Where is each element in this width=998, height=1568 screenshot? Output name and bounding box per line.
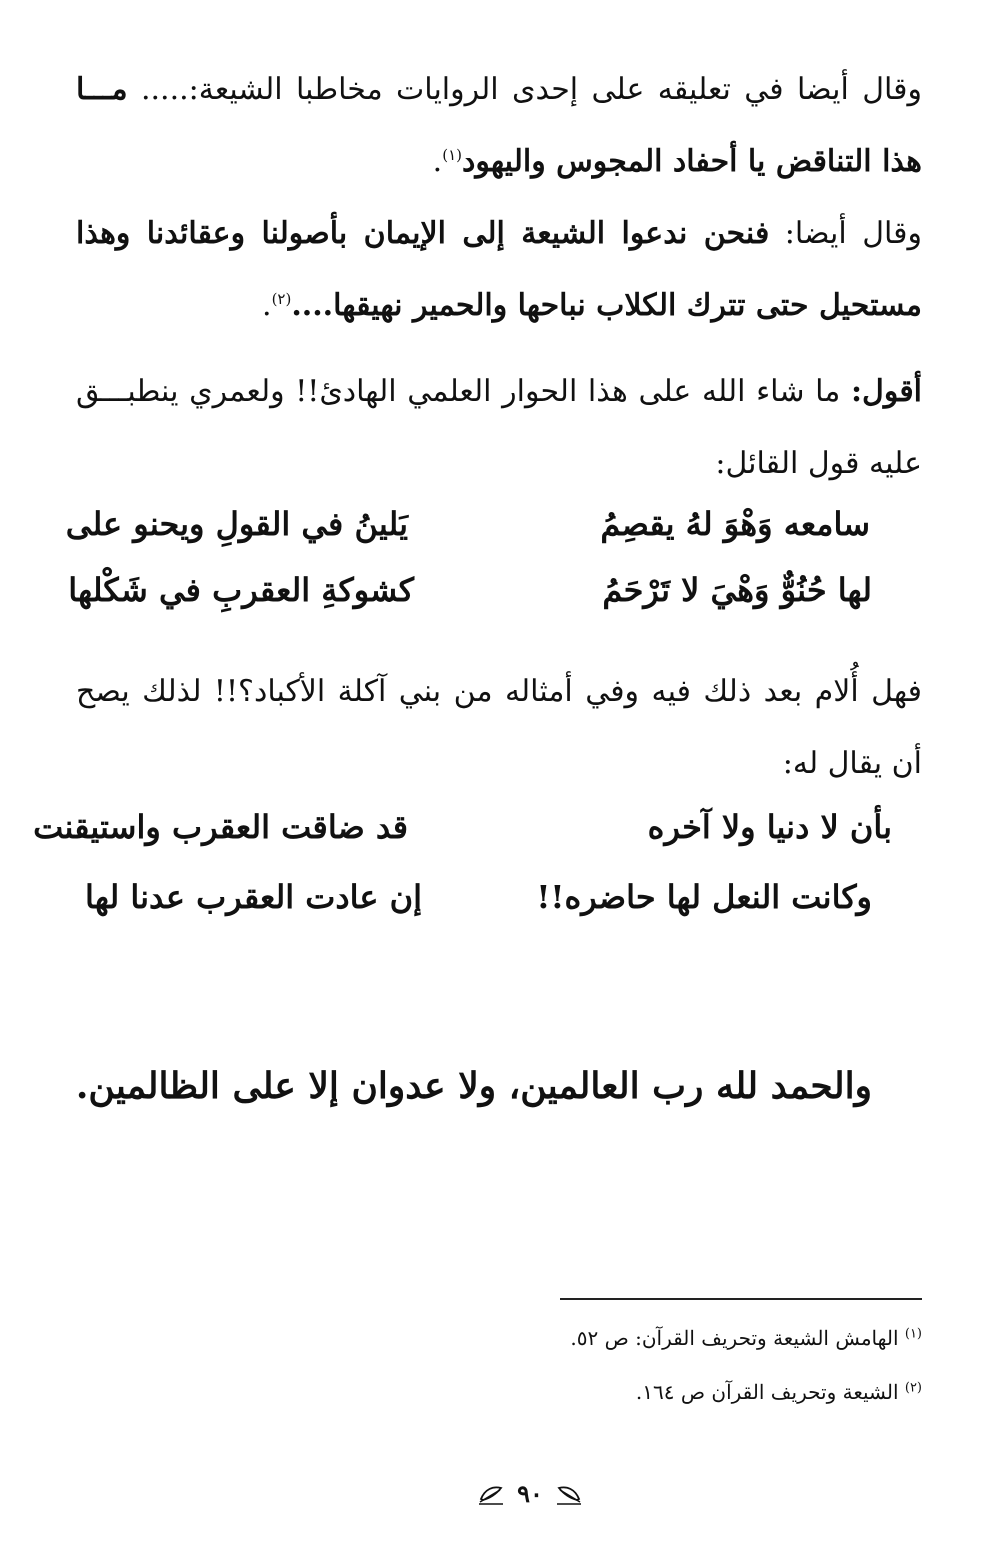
- closing-line: والحمد لله رب العالمين، ولا عدوان إلا على الظالمين.: [75, 1065, 872, 1107]
- footnote-1-marker: (١): [904, 1326, 922, 1342]
- quill-ornament-right-icon: [556, 1483, 582, 1505]
- quill-ornament-left-icon: [478, 1483, 504, 1505]
- paragraph-2-quote: فنحن ندعوا الشيعة إلى الإيمان بأصولنا وعقائدنا وهذا مستحيل حتى تترك الكلاب نباحها والحمير نهيقها....: [76, 216, 922, 323]
- verse-2-first-hemistich: كشوكةِ العقربِ في شَكْلها: [68, 571, 414, 609]
- paragraph-4-text: فهل أُلام بعد ذلك فيه وفي أمثاله من بني آكلة الأكباد؟!! لذلك يصح أن يقال له:: [76, 674, 922, 781]
- footnote-1-text: الهامش الشيعة وتحريف القرآن: ص ٥٢.: [570, 1326, 905, 1350]
- footnote-divider: [560, 1298, 922, 1300]
- paragraph-3-text: ما شاء الله على هذا الحوار العلمي الهادئ!! ولعمري ينطبـــق عليه قول القائل:: [76, 374, 922, 481]
- paragraph-1-intro: وقال أيضا في تعليقه على إحدى الروايات مخاطبا الشيعة:.....: [127, 72, 922, 107]
- verse-4-second-hemistich: وكانت النعل لها حاضره!!: [536, 878, 872, 916]
- verse-2-second-hemistich: لها حُنُوٌّ وَهْيَ لا تَرْحَمُ: [602, 571, 872, 609]
- paragraph-1-end: .: [432, 144, 443, 179]
- paragraph-2-end: .: [262, 288, 272, 323]
- footnote-2-marker: (٢): [904, 1380, 922, 1396]
- paragraph-2-intro: وقال أيضا:: [769, 216, 922, 251]
- paragraph-3-label: أقول:: [850, 374, 922, 409]
- paragraph-quote-1: [76, 54, 922, 198]
- page-number: ٩٠: [517, 1479, 543, 1508]
- verse-4-first-hemistich: إن عادت العقرب عدنا لها: [84, 878, 422, 916]
- verse-3-first-hemistich: قد ضاقت العقرب واستيقنت: [33, 808, 408, 846]
- verse-1-second-hemistich: سامعه وَهْوَ لهُ يقصِمُ: [600, 505, 870, 543]
- footnote-ref-2: (٢): [271, 290, 292, 308]
- footnote-ref-1: (١): [442, 146, 462, 164]
- page-number-block: [478, 1477, 582, 1513]
- footnote-2: [636, 1376, 922, 1408]
- verse-1-first-hemistich: يَلينُ في القولِ ويحنو على: [65, 505, 408, 543]
- verse-3-second-hemistich: بأن لا دنيا ولا آخره: [647, 808, 892, 846]
- paragraph-1-quote: مـــا هذا التناقض يا أحفاد المجوس واليهود: [76, 72, 922, 179]
- paragraph-quote-2: [76, 198, 922, 342]
- paragraph-comment: [76, 356, 922, 500]
- footnote-1: [570, 1322, 922, 1354]
- paragraph-question: [76, 656, 922, 800]
- footnote-2-text: الشيعة وتحريف القرآن ص ١٦٤.: [635, 1380, 905, 1404]
